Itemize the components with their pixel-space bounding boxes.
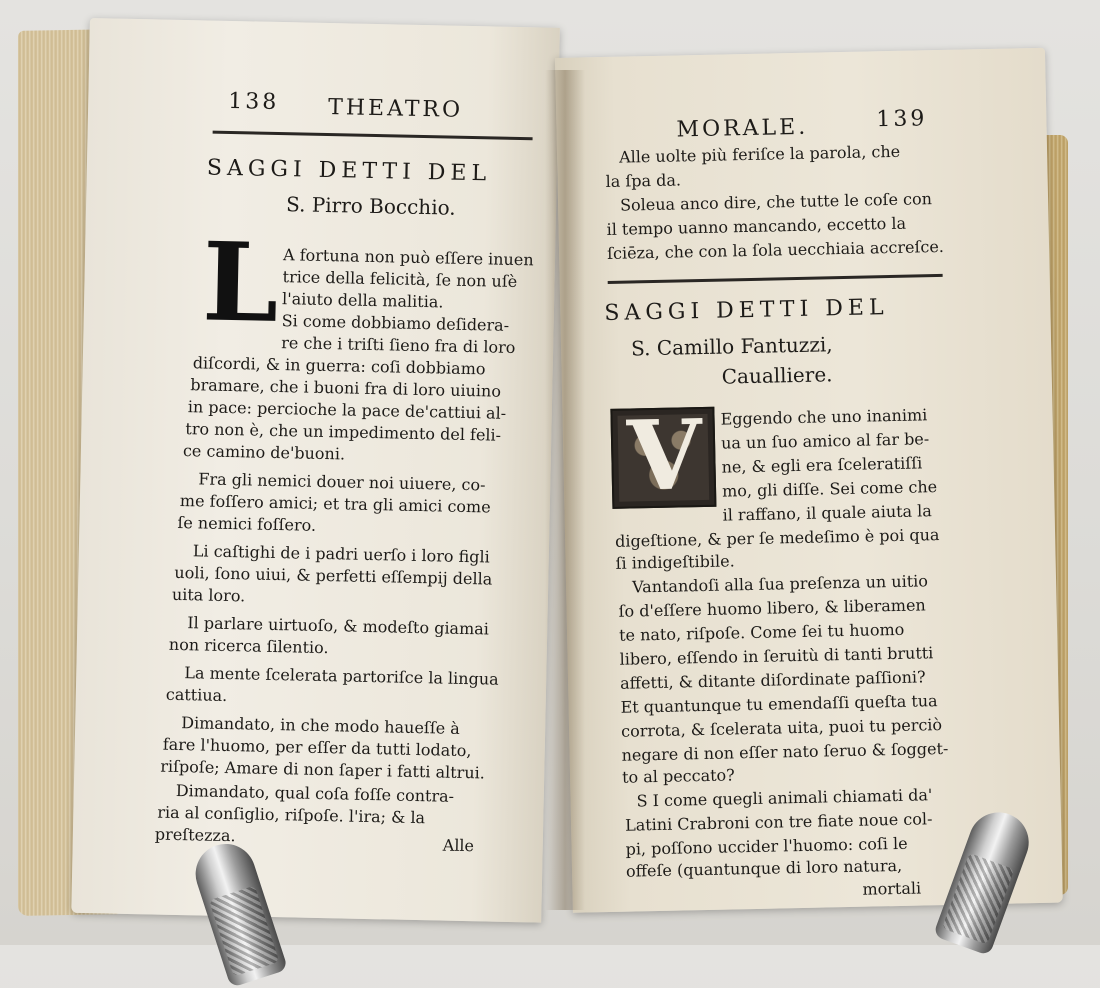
right-catchword: mortali: [862, 878, 922, 899]
right-line: Vantandoſi alla ſua preſenza un uitio: [631, 571, 929, 597]
right-top-line: la ſpa da.: [605, 170, 682, 191]
left-heading: SAGGI DETTI DEL: [206, 155, 492, 187]
right-heading: SAGGI DETTI DEL: [604, 295, 889, 327]
left-line: in pace: percioche la pace de'cattiui al-: [187, 397, 507, 423]
left-line: tro non è, che un impedimento del feli-: [185, 419, 502, 445]
right-section-rule: [608, 274, 943, 284]
right-line: ſi indigeſtibile.: [615, 551, 735, 573]
left-line: uita loro.: [171, 584, 246, 606]
left-line: Il parlare uirtuoſo, & modeſto giamai: [187, 613, 490, 639]
left-line: Dimandato, qual coſa foſſe contra-: [175, 780, 455, 806]
left-line: l'aiuto della malitia.: [281, 289, 444, 312]
left-line: Si come dobbiamo deſidera-: [281, 311, 510, 335]
left-line: fare l'huomo, per eſſer da tutti lodato,: [162, 734, 472, 761]
right-top-line: Soleua anco dire, che tutte le coſe con: [619, 189, 933, 215]
left-line: A fortuna non può eſſere inuen: [282, 245, 534, 270]
right-line: Eggendo che uno inanimi: [720, 405, 928, 429]
right-top-line: il tempo uanno mancando, eccetto la: [606, 213, 907, 239]
left-line: preſtezza.: [154, 824, 236, 846]
left-line: Li caſtighi de i padri uerſo i loro figli: [192, 541, 490, 567]
left-line: ce camino de'buoni.: [182, 441, 346, 464]
right-line: mo, gli diſſe. Sei come che: [721, 477, 938, 501]
left-line: diſcordi, & in guerra: coſi dobbiamo: [192, 353, 486, 379]
dropcap-l: L: [201, 219, 280, 347]
right-top-line: ſciēza, che con la ſola uecchiaia accreſce.: [606, 236, 945, 263]
right-top-line: Alle uolte più feriſce la parola, che: [618, 141, 901, 167]
right-subheading-2: Caualliere.: [721, 362, 833, 389]
left-subheading: S. Pirro Bocchio.: [285, 192, 456, 220]
left-line: ſe nemici foſſero.: [177, 512, 317, 535]
left-line: non ricerca ſilentio.: [168, 634, 329, 658]
left-line: Dimandato, in che modo haueſſe à: [181, 713, 461, 738]
left-line: re che i triſti ſieno fra di loro: [281, 333, 516, 357]
book-gutter: [545, 70, 585, 910]
left-line: Fra gli nemici douer noi uiuere, co-: [198, 469, 486, 495]
right-line: offeſe (quantunque di loro natura,: [625, 855, 903, 881]
right-line: S I come quegli animali chiamati da': [636, 785, 933, 811]
left-running-head: THEATRO: [327, 95, 464, 123]
right-line: Et quantunque tu emendaſſi queſta tua: [620, 691, 938, 717]
right-running-head: MORALE.: [676, 114, 809, 143]
right-line: pi, poſſono uccider l'huomo: coſi le: [625, 833, 908, 859]
right-line: to al peccato?: [621, 765, 735, 787]
left-line: uoli, ſono uiui, & perfetti eſſempij della: [174, 562, 493, 589]
right-page: [555, 48, 1063, 913]
left-catchword: Alle: [442, 835, 475, 856]
left-header-rule: [213, 131, 533, 141]
right-page-number: 139: [876, 106, 928, 133]
left-line: ria al conſiglio, riſpoſe. l'ira; & la: [157, 802, 426, 828]
right-line: Latini Crabroni con tre fiate noue col-: [624, 809, 933, 835]
right-line: ne, & egli era ſceleratiſſi: [721, 453, 923, 477]
right-line: ua un ſuo amico al far be-: [720, 429, 930, 453]
left-line: bramare, che i buoni fra di loro uiuino: [190, 375, 502, 401]
right-line: il raffano, il quale aiuta la: [722, 501, 933, 525]
left-line: trice della felicità, ſe non uſè: [282, 267, 518, 292]
right-line: affetti, & ditante diſordinate paſſioni?: [619, 667, 926, 693]
right-line: corrota, & ſcelerata uita, puoi tu perciò: [620, 715, 943, 741]
right-line: libero, eſſendo in ſeruitù di tanti brutti: [619, 643, 934, 669]
right-subheading-1: S. Camillo Fantuzzi,: [630, 332, 833, 361]
left-line: La mente ſcelerata partoriſce la lingua: [184, 663, 499, 689]
left-line: cattiua.: [165, 684, 228, 706]
right-line: ſo d'eſſere huomo libero, & liberamen: [618, 595, 926, 621]
left-line: me foſſero amici; et tra gli amici come: [179, 490, 491, 517]
dropcap-v: V: [626, 398, 704, 513]
left-line: riſpoſe; Amare di non ſaper i fatti altrui.: [160, 756, 486, 783]
left-page: [71, 18, 560, 923]
dropcap-v-ornament: [610, 398, 716, 513]
right-line: digeſtione, & per ſe medeſimo è poi qua: [614, 525, 940, 551]
right-line: negare di non eſſer nato ſeruo & ſogget-: [621, 738, 949, 765]
left-page-number: 138: [228, 88, 280, 115]
right-line: te nato, riſpoſe. Come ſei tu huomo: [618, 619, 905, 645]
